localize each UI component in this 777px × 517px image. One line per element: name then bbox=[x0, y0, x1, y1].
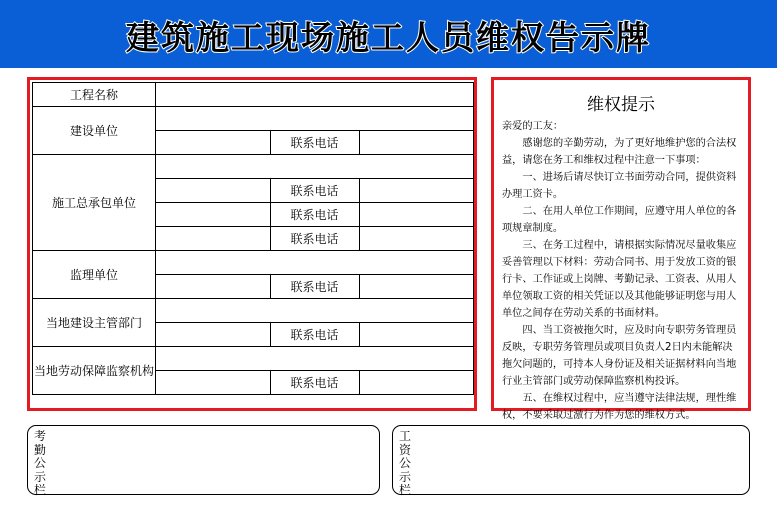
phone-value bbox=[359, 131, 474, 155]
local-authority-value bbox=[156, 299, 474, 323]
table-row bbox=[33, 347, 474, 371]
supervision-unit-label: 监理单位 bbox=[33, 251, 156, 299]
supervision-unit-value bbox=[156, 251, 474, 275]
project-info-panel bbox=[27, 77, 477, 411]
contact-cell bbox=[156, 227, 271, 251]
page-title: 建筑施工现场施工人员维权告示牌 bbox=[126, 18, 651, 57]
project-name-label: 工程名称 bbox=[33, 83, 156, 107]
phone-label: 联系电话 bbox=[270, 227, 359, 251]
local-authority-label: 当地建设主管部门 bbox=[33, 299, 156, 347]
contact-cell bbox=[156, 179, 271, 203]
phone-label: 联系电话 bbox=[270, 131, 359, 155]
rights-tips-panel bbox=[491, 77, 751, 421]
phone-label: 联系电话 bbox=[270, 179, 359, 203]
attendance-board bbox=[27, 425, 380, 495]
phone-value bbox=[359, 227, 474, 251]
labor-supervision-value bbox=[156, 347, 474, 371]
phone-value bbox=[359, 371, 474, 395]
salary-label: 工资公示栏 bbox=[399, 429, 412, 497]
phone-label: 联系电话 bbox=[270, 323, 359, 347]
contact-cell bbox=[156, 203, 271, 227]
tips-paragraph: 五、在维权过程中，应当遵守法律法规，理性维权，不要采取过激行为作为您的维权方式。 bbox=[502, 393, 737, 421]
labor-supervision-label: 当地劳动保障监察机构 bbox=[33, 347, 156, 395]
tips-paragraph: 一、进场后请尽快订立书面劳动合同，提供资料办理工资卡。 bbox=[502, 172, 737, 200]
general-contractor-value bbox=[156, 155, 474, 179]
attendance-label: 考勤公示栏 bbox=[34, 429, 47, 497]
phone-value bbox=[359, 203, 474, 227]
table-row bbox=[33, 83, 474, 107]
phone-label: 联系电话 bbox=[270, 371, 359, 395]
tips-title: 维权提示 bbox=[587, 95, 655, 115]
table-row bbox=[33, 155, 474, 179]
contact-cell bbox=[156, 323, 271, 347]
contact-cell bbox=[156, 371, 271, 395]
project-name-value bbox=[156, 83, 474, 107]
table-row bbox=[33, 107, 474, 131]
tips-paragraph: 二、在用人单位工作期间，应遵守用人单位的各项规章制度。 bbox=[502, 206, 737, 234]
table-row bbox=[33, 251, 474, 275]
construction-unit-value bbox=[156, 107, 474, 131]
construction-unit-contact bbox=[156, 131, 271, 155]
construction-unit-label: 建设单位 bbox=[33, 107, 156, 155]
general-contractor-label: 施工总承包单位 bbox=[33, 155, 156, 251]
table-row bbox=[33, 299, 474, 323]
tips-greeting: 亲爱的工友： bbox=[502, 121, 564, 132]
tips-paragraph: 四、当工资被拖欠时，应及时向专职劳务管理员反映，专职劳务管理员或项目负责人2日内未能解决拖欠问题的，可持本人身份证及相关证据材料向当地行业主管部门或劳动保障监察机构投诉。 bbox=[502, 325, 737, 387]
header-banner bbox=[0, 0, 777, 68]
salary-board bbox=[392, 425, 750, 495]
phone-value bbox=[359, 179, 474, 203]
tips-paragraph: 三、在务工过程中，请根据实际情况尽量收集应妥善管理以下材料：劳动合同书、用于发放工资的银行卡、工作证或上岗牌、考勤记录、工资表、从用人单位领取工资的相关凭证以及其他能够证明您与用人单位之间存在劳动关系的书面材料。 bbox=[502, 240, 737, 319]
phone-label: 联系电话 bbox=[270, 203, 359, 227]
contact-cell bbox=[156, 275, 271, 299]
tips-body bbox=[502, 118, 742, 424]
tips-paragraph: 感谢您的辛勤劳动，为了更好地维护您的合法权益，请您在务工和维权过程中注意一下事项： bbox=[502, 138, 737, 166]
project-info-table bbox=[32, 82, 474, 395]
phone-value bbox=[359, 323, 474, 347]
phone-value bbox=[359, 275, 474, 299]
phone-label: 联系电话 bbox=[270, 275, 359, 299]
